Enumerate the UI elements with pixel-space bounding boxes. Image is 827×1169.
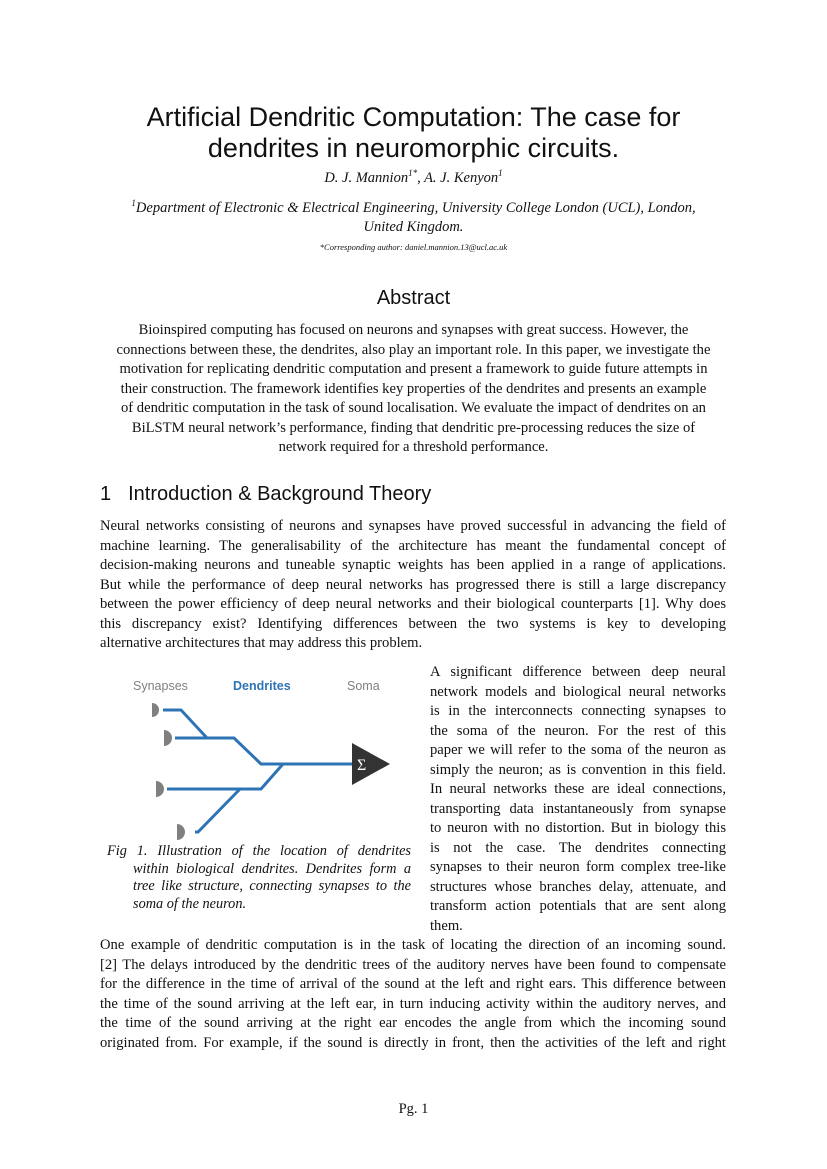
synapses: [152, 703, 185, 840]
text-line: Bioinspired computing has focused on neurons and synapses with great success. However, the: [138, 322, 689, 338]
synapse-icon: [156, 781, 164, 797]
text-line: alternative architectures that may address this problem.: [100, 635, 423, 651]
text-line: network required for a threshold performance.: [278, 439, 549, 455]
affiliation: $^1$Department of Electronic & Electrical Engineering, University College London (UCL), London, United Kingdom.: [131, 198, 696, 235]
synapse-icon: [152, 703, 159, 717]
text-line: the soma of the neuron. For the rest of this: [430, 722, 726, 739]
intro-paragraph-3: [100, 936, 726, 1053]
text-line: BiLSTM neural network’s performance, finding that dendritic pre-processing reduces the size of: [131, 419, 696, 436]
text-line: of dendritic computation in the task of sound localisation. We evaluate the impact of dendrites on an: [121, 400, 706, 416]
text-line: the time of the sound arriving at the right ear encodes the angle from which the incoming sound: [100, 1015, 726, 1031]
text-line: One example of dendritic computation is in the task of locating the direction of an incoming sound.: [100, 937, 726, 953]
text-line: decision-making neurons and tuneable synaptic weights has been applied in a range of applications.: [100, 557, 726, 573]
text-line: simply the neuron; as is convention in this field.: [430, 761, 726, 778]
dendrite-branch: [195, 789, 240, 832]
page-number: Pg. 1: [398, 1101, 429, 1117]
text-line: structures whose branches delay, attenuate, and: [430, 878, 726, 895]
figure-1-dendrite-diagram: [100, 660, 420, 845]
text-line: their construction. The framework identifies key properties of the dendrites and presents an example: [120, 380, 707, 397]
text-line: Neural networks consisting of neurons and synapses have proved successful in advancing the field of: [100, 518, 726, 534]
dendrite-branch: [167, 764, 283, 789]
text-line: them.: [430, 917, 463, 934]
figure-1-caption: Fig 1. Illustration of the location of dendrites within biological dendrites. Dendrites form a tree like structure, connecting synapses to the soma of the neuron.: [107, 843, 411, 912]
text-line: originated from. For example, if the sound is directly in front, then the activities of the left and right: [100, 1034, 726, 1051]
intro-paragraph-2: [430, 663, 726, 936]
text-line: connections between these, the dendrites, also play an important role. In this paper, we investigate the: [116, 341, 711, 358]
text-line: transform action potentials that are sent along: [430, 898, 726, 914]
corresponding-author: *Corresponding author: daniel.mannion.13@ucl.ac.uk: [319, 242, 508, 252]
label-synapses: Synapses: [133, 679, 188, 693]
authors: D. J. Mannion$^{1*}$, A. J. Kenyon$^1$: [324, 168, 503, 186]
text-line: motivation for replicating dendritic computation and present a framework to guide future attempts in: [119, 361, 708, 377]
text-line: But while the performance of deep neural networks has progressed there is still a large discrepancy: [100, 576, 726, 593]
text-line: is in the interconnects connecting synapses to: [430, 703, 726, 719]
label-soma: Soma: [347, 679, 380, 693]
text-line: synapses to their neuron form complex tree-like: [430, 859, 726, 875]
text-line: to neuron with no distortion. But in biology this: [430, 820, 726, 836]
text-line: between the power efficiency of deep neural networks and their biological counterparts [1]. Why does: [100, 596, 726, 612]
text-line: transporting data instantaneously from synapse: [430, 800, 726, 817]
text-line: paper we will refer to the soma of the neuron as: [430, 742, 726, 758]
abstract-body: [100, 321, 727, 458]
synapse-icon: [164, 730, 172, 746]
text-line: In neural networks these are ideal connections,: [430, 781, 726, 797]
sigma-symbol: Σ: [357, 757, 367, 774]
text-line: network models and biological neural networks: [430, 683, 726, 700]
text-line: machine learning. The generalisability of the architecture has meant the fundamental concept of: [100, 537, 726, 554]
abstract-heading: Abstract: [376, 287, 451, 309]
synapse-icon: [177, 824, 185, 840]
text-line: the time of the sound arriving at the left ear, in turn inducing activity within the auditory nerves, and: [100, 995, 726, 1012]
text-line: [2] The delays introduced by the dendritic trees of the auditory nerves have been found to compensate: [100, 956, 726, 973]
section-heading: 1 Introduction & Background Theory: [100, 483, 432, 505]
intro-paragraph-1: [100, 517, 726, 654]
text-line: is not the case. The dendrites connecting: [430, 839, 726, 856]
paper-title: Artificial Dendritic Computation: The case for dendrites in neuromorphic circuits.: [146, 102, 681, 163]
dendrite-branch: [175, 738, 352, 764]
text-line: for the difference in the time of arrival of the sound at the left and right ears. This difference between: [100, 976, 726, 992]
dendrite-branches: [163, 710, 352, 832]
text-line: this discrepancy exist? Identifying differences between the two systems is key to developing: [100, 615, 726, 632]
text-line: A significant difference between deep neural: [430, 664, 726, 680]
label-dendrites: Dendrites: [233, 679, 291, 693]
